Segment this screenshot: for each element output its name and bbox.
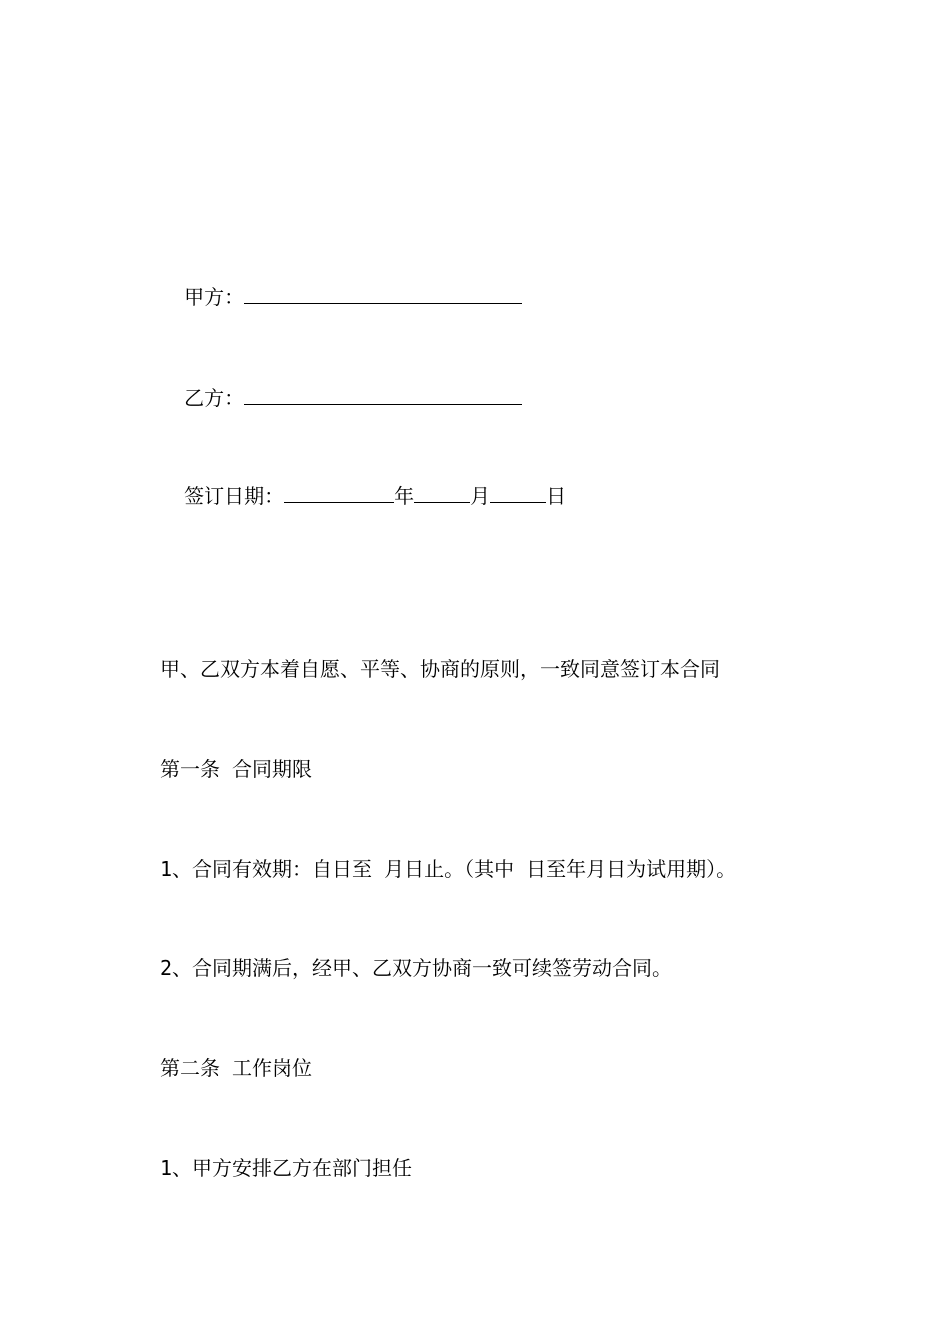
month-label: 月 [470, 484, 491, 508]
party-a-line [160, 259, 522, 309]
day-label: 日 [546, 484, 567, 508]
article-1-item-2: 2、合同期满后，经甲、乙双方协商一致可续签劳动合同。 [160, 956, 673, 980]
article-1-item-1: 1、合同有效期：自日至 月日止。（其中 日至年月日为试用期）。 [160, 857, 737, 881]
day-blank [490, 482, 546, 503]
party-a-label: 甲方： [184, 285, 245, 309]
year-blank [284, 482, 394, 503]
article-1-title: 第一条 合同期限 [160, 757, 313, 781]
article-2-item-1: 1、甲方安排乙方在部门担任 [160, 1156, 413, 1180]
month-blank [414, 482, 470, 503]
intro-paragraph: 甲、乙双方本着自愿、平等、协商的原则，一致同意签订本合同 [160, 657, 720, 681]
sign-date-line [160, 458, 566, 508]
year-label: 年 [394, 484, 415, 508]
party-b-blank [244, 384, 522, 405]
article-2-title: 第二条 工作岗位 [160, 1056, 313, 1080]
party-b-label: 乙方： [184, 386, 245, 410]
party-b-line [160, 360, 522, 410]
sign-date-label: 签订日期： [184, 484, 285, 508]
party-a-blank [244, 283, 522, 304]
